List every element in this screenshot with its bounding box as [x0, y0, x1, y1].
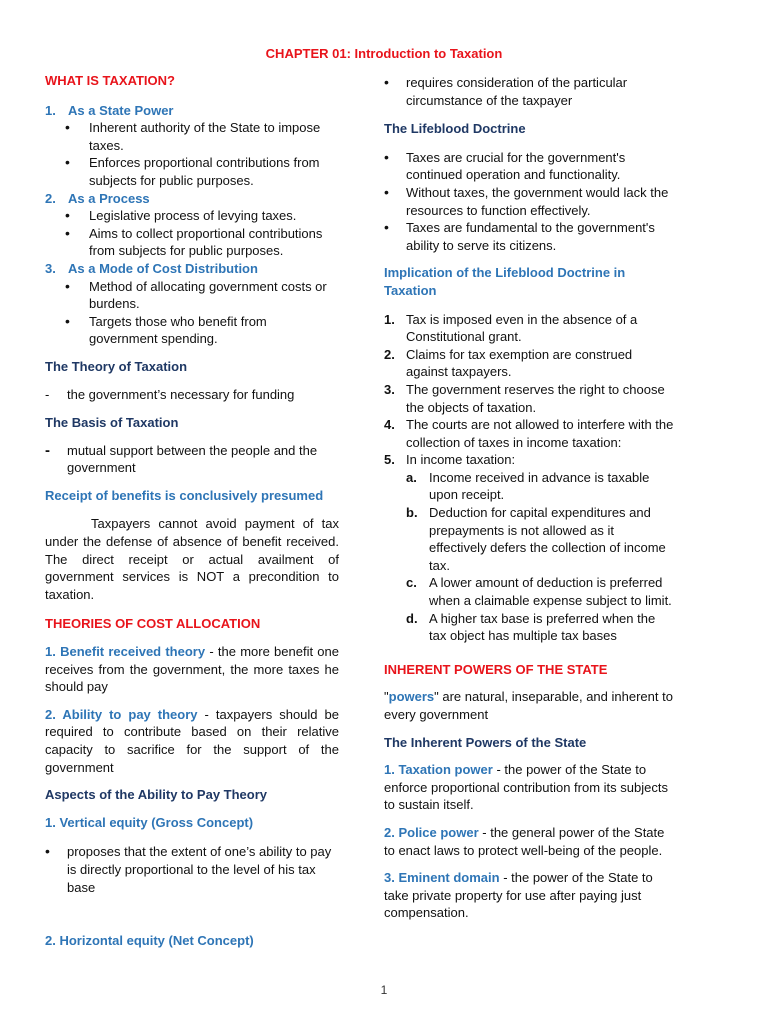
powers-definition: "powers" are natural, inseparable, and inherent to every government — [384, 689, 673, 722]
process-heading — [45, 190, 339, 208]
bullet-icon: • — [384, 74, 389, 90]
inherent-powers-heading: INHERENT POWERS OF THE STATE — [384, 661, 608, 677]
receipt-paragraph: Taxpayers cannot avoid payment of tax under the defense of absence of benefit received. The direct receipt or actual availment of government services is NOT a precondition to taxation. — [45, 516, 339, 602]
eminent-domain-term: 3. Eminent domain — [384, 870, 500, 886]
income-taxation-sublist — [406, 469, 674, 645]
implication-list — [384, 311, 674, 645]
bullet-icon: • — [65, 224, 70, 241]
list-item: • Legislative process of levying taxes. — [45, 207, 339, 225]
bullet-icon: • — [384, 219, 389, 236]
left-column — [45, 72, 339, 950]
list-item: • Method of allocating government costs or burdens. — [45, 278, 339, 313]
list-item: • Inherent authority of the State to impose taxes. — [45, 119, 339, 154]
theory-heading: The Theory of Taxation — [45, 358, 188, 374]
list-item: 2. Claims for tax exemption are construed against taxpayers. — [384, 346, 633, 380]
implication-heading: Implication of the Lifeblood Doctrine in Taxation — [384, 265, 626, 298]
taxation-power-paragraph: 1. Taxation power - the power of the State to enforce proportional contribution from its subjects to sustain itself. — [384, 762, 668, 813]
state-power-number: 1. — [45, 102, 56, 118]
list-item: c. A lower amount of deduction is preferred when a claimable expense subject to limit. — [406, 575, 672, 609]
list-item: • requires consideration of the particular circumstance of the taxpayer — [384, 74, 628, 108]
cost-distribution-label: As a Mode of Cost Distribution — [68, 260, 258, 276]
list-item: • Targets those who benefit from government spending. — [45, 313, 339, 348]
lifeblood-list — [384, 149, 674, 255]
police-power-term: 2. Police power — [384, 824, 479, 840]
state-power-heading — [45, 102, 339, 120]
aspects-heading: Aspects of the Ability to Pay Theory — [45, 787, 268, 803]
inherent-powers-subheading: The Inherent Powers of the State — [384, 734, 587, 750]
list-item: 4. The courts are not allowed to interfere with the collection of taxes in income taxation: — [384, 417, 674, 450]
basis-item — [45, 442, 339, 477]
police-power-paragraph: 2. Police power - the general power of the State to enact laws to protect well-being of the people. — [384, 824, 665, 858]
chapter-title: CHAPTER 01: Introduction to Taxation — [265, 46, 503, 61]
dash-marker: - — [45, 441, 50, 459]
bullet-icon: • — [384, 183, 389, 200]
theory-item — [45, 386, 339, 404]
what-is-taxation-heading: WHAT IS TAXATION? — [45, 73, 175, 88]
benefit-theory-text: - the more benefit one receives from the government, the more taxes he should pay — [45, 644, 339, 695]
list-item: d. A higher tax base is preferred when the tax object has multiple tax bases — [406, 610, 656, 644]
continued-list — [384, 74, 674, 109]
bullet-icon: • — [65, 312, 70, 329]
benefit-theory-paragraph — [45, 643, 339, 696]
process-list — [45, 207, 339, 260]
bullet-icon: • — [65, 119, 70, 136]
list-item: b. Deduction for capital expenditures and prepayments is not allowed as it effectively defers the collection of income tax. — [406, 505, 666, 573]
list-item: 5. In income taxation: a. Income received in advance is taxable upon receipt. b. Deduction for capital expenditures and prepayments is not allowed as it effectively defers the collection of income tax. c. A lower amount of deduction is preferred when a claimable expense subject to limit. d. A higher tax base is preferred when the tax object has multiple tax bases — [384, 451, 674, 645]
receipt-heading: Receipt of benefits is conclusively presumed — [45, 487, 324, 503]
cost-distribution-list — [45, 278, 339, 348]
theory-text: the government’s necessary for funding — [67, 386, 295, 402]
theories-heading: THEORIES OF COST ALLOCATION — [45, 616, 261, 632]
lifeblood-heading: The Lifeblood Doctrine — [384, 121, 526, 137]
list-item: • Enforces proportional contributions from subjects for public purposes. — [45, 154, 339, 189]
list-item: • Taxes are crucial for the government's continued operation and functionality. — [384, 148, 626, 183]
bullet-icon: • — [45, 843, 50, 860]
bullet-icon: • — [384, 148, 389, 165]
right-column — [384, 74, 674, 922]
horizontal-equity-heading: 2. Horizontal equity (Net Concept) — [45, 933, 254, 949]
vertical-equity-heading: 1. Vertical equity (Gross Concept) — [45, 814, 254, 830]
powers-term: powers — [388, 689, 435, 705]
process-number: 2. — [45, 190, 56, 206]
ability-theory-term: 2. Ability to pay theory — [45, 706, 198, 722]
dash-marker: - — [45, 386, 50, 402]
ability-theory-paragraph — [45, 706, 339, 776]
basis-heading: The Basis of Taxation — [45, 415, 179, 431]
bullet-icon: • — [65, 207, 70, 224]
taxation-power-term: 1. Taxation power — [384, 762, 493, 778]
benefit-theory-term: 1. Benefit received theory — [45, 644, 206, 660]
bullet-icon: • — [65, 154, 70, 171]
list-item: • Without taxes, the government would lack the resources to function effectively. — [384, 183, 669, 218]
vertical-equity-list — [45, 843, 339, 896]
list-item: a. Income received in advance is taxable upon receipt. — [406, 469, 650, 503]
eminent-domain-paragraph: 3. Eminent domain - the power of the State to take private property for use after paying just compensation. — [384, 870, 653, 921]
list-item: 3. The government reserves the right to choose the objects of taxation. — [384, 381, 665, 415]
list-item: 1. Tax is imposed even in the absence of a Constitutional grant. — [384, 311, 638, 345]
state-power-list — [45, 119, 339, 189]
list-item: • Taxes are fundamental to the government's ability to serve its citizens. — [384, 219, 655, 253]
bullet-icon: • — [65, 277, 70, 294]
cost-distribution-heading — [45, 260, 339, 278]
process-label: As a Process — [68, 190, 150, 206]
cost-distribution-number: 3. — [45, 260, 56, 276]
basis-text: mutual support between the people and the government — [67, 442, 318, 476]
list-item: • proposes that the extent of one’s ability to pay is directly proportional to the level of his tax base — [45, 843, 332, 895]
list-item: • Aims to collect proportional contributions from subjects for public purposes. — [45, 225, 339, 260]
page-number: 1 — [380, 983, 388, 997]
ability-theory-text: - taxpayers should be required to contribute based on their relative capacity to sacrifice for the support of the government — [45, 706, 339, 775]
state-power-label: As a State Power — [68, 102, 174, 118]
